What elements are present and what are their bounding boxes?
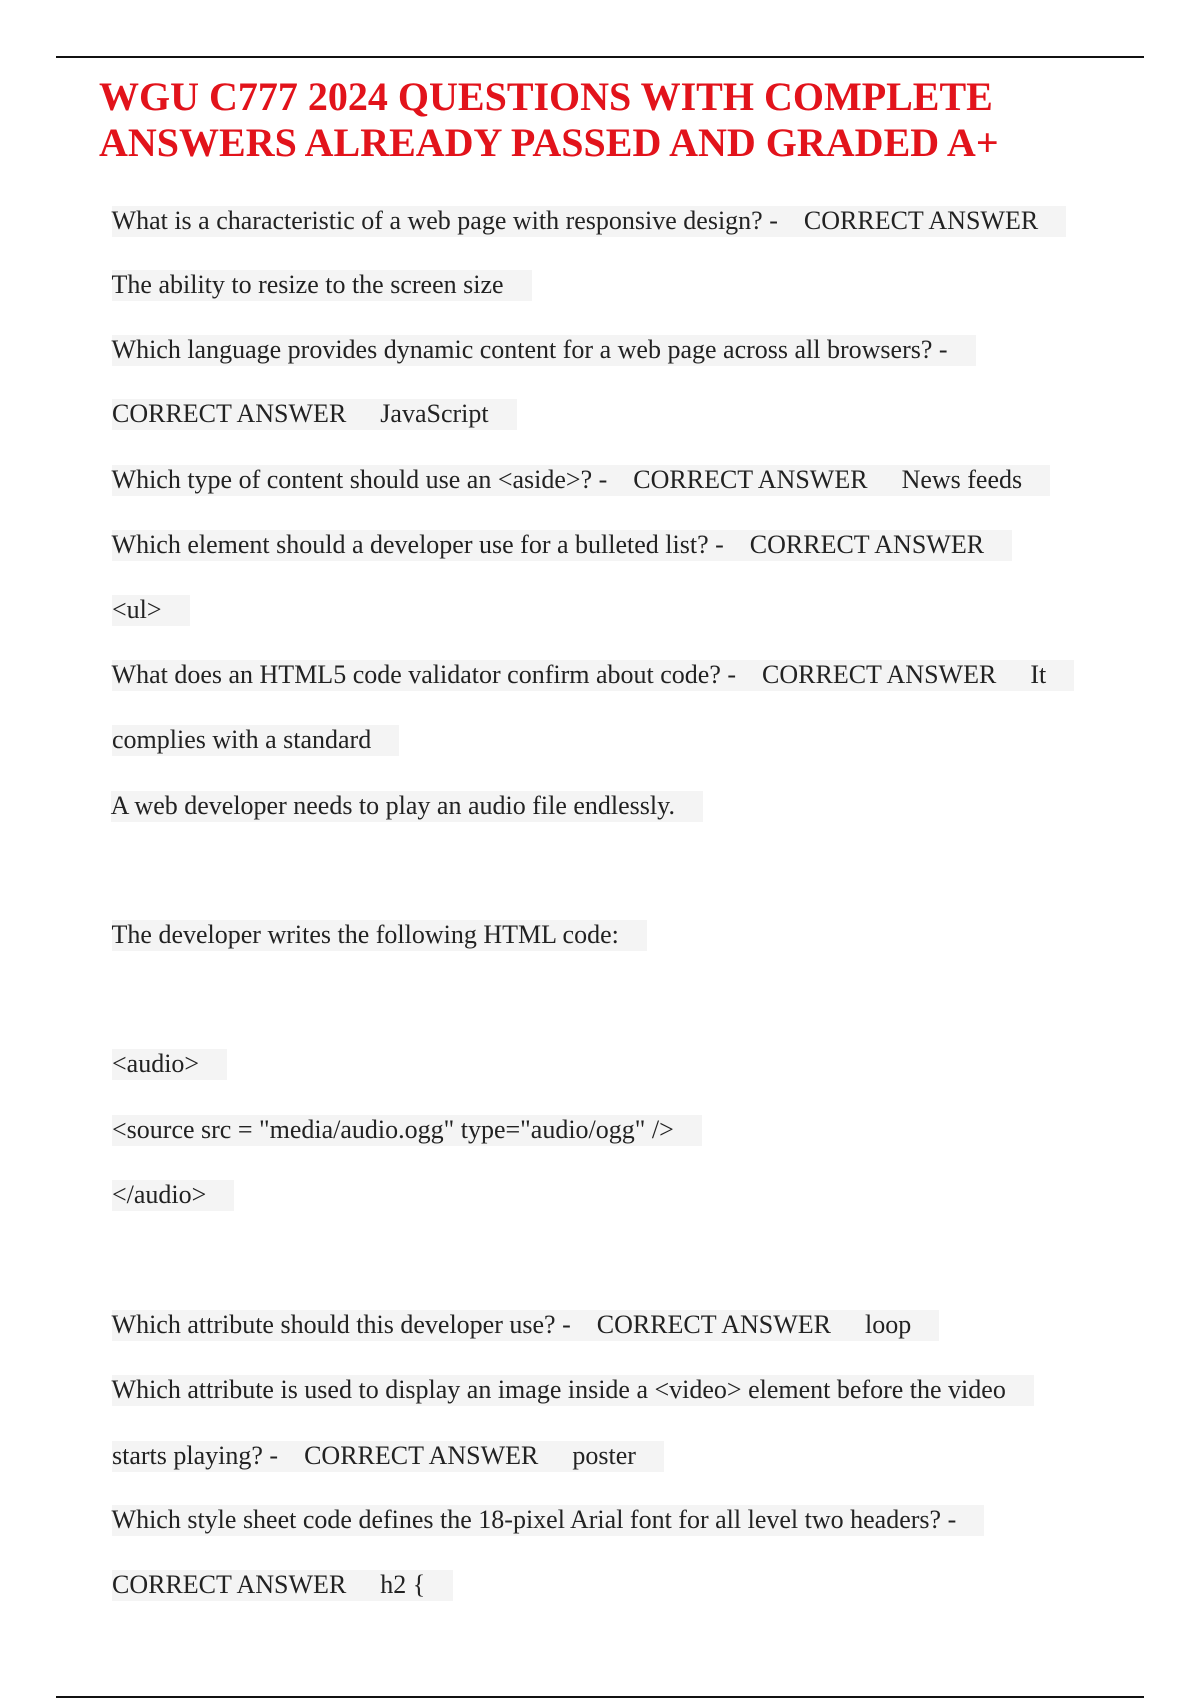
code-line <box>99 1079 702 1147</box>
code-text: <source src = "media/audio.ogg" type="audio/ogg" /> <box>112 1115 702 1146</box>
answer-line <box>99 689 399 757</box>
question-text: starts playing? - CORRECT ANSWER poster <box>112 1441 664 1472</box>
answer-line <box>99 559 190 627</box>
question-line <box>99 1469 984 1537</box>
question-text: A web developer needs to play an audio file endlessly. <box>111 791 703 822</box>
answer-text: <ul> <box>112 595 190 626</box>
question-line <box>99 494 1012 562</box>
answer-label: CORRECT ANSWER <box>596 1310 832 1339</box>
answer-line <box>99 1534 453 1602</box>
question-text: Which style sheet code defines the 18-pixel Arial font for all level two headers? - <box>112 1505 985 1536</box>
question-line <box>99 755 703 823</box>
bottom-rule <box>56 1696 1144 1698</box>
question-text: Which attribute is used to display an image inside a <video> element before the video <box>112 1375 1034 1406</box>
answer-label: CORRECT ANSWER <box>803 206 1039 235</box>
answer-label: CORRECT ANSWER <box>304 1441 539 1470</box>
question-line <box>99 1405 664 1473</box>
answer-label: CORRECT ANSWER <box>112 1570 347 1599</box>
answer-text: complies with a standard <box>112 725 399 756</box>
code-line <box>99 1144 234 1212</box>
title-line-1: WGU C777 2024 QUESTIONS WITH COMPLETE <box>99 74 993 119</box>
answer-text: The ability to resize to the screen size <box>112 270 532 301</box>
code-line <box>99 1013 227 1081</box>
question-line <box>99 1339 1034 1407</box>
question-line <box>99 429 1050 497</box>
answer-label: CORRECT ANSWER <box>762 660 997 689</box>
answer-label: CORRECT ANSWER <box>633 465 868 494</box>
code-text: </audio> <box>112 1180 234 1211</box>
question-line <box>99 884 647 952</box>
question-text: What does an HTML5 code validator confirm about code? - CORRECT ANSWER It <box>112 660 1075 691</box>
code-text: <audio> <box>112 1049 227 1080</box>
answer-line <box>99 363 517 431</box>
title-line-2: ANSWERS ALREADY PASSED AND GRADED A+ <box>99 120 999 165</box>
question-text: Which element should a developer use for a bulleted list? - CORRECT ANSWER <box>112 530 1013 561</box>
question-line <box>99 299 976 367</box>
question-text: Which language provides dynamic content for a web page across all browsers? - <box>112 335 976 366</box>
question-text: The developer writes the following HTML code: <box>112 920 647 951</box>
answer-label: CORRECT ANSWER <box>112 399 347 428</box>
question-line <box>99 624 1074 692</box>
question-text: Which type of content should use an <aside>? - CORRECT ANSWER News feeds <box>112 465 1051 496</box>
question-text: Which attribute should this developer use? - CORRECT ANSWER loop <box>112 1310 940 1341</box>
document-title <box>99 74 1099 166</box>
answer-label: CORRECT ANSWER <box>749 530 985 559</box>
answer-line <box>99 234 532 302</box>
question-line <box>99 170 1066 238</box>
top-rule <box>56 56 1144 58</box>
answer-text: CORRECT ANSWER h2 { <box>112 1570 453 1601</box>
question-text: What is a characteristic of a web page with responsive design? - CORRECT ANSWER <box>112 206 1067 237</box>
question-line <box>99 1274 939 1342</box>
answer-text: CORRECT ANSWER JavaScript <box>112 399 517 430</box>
